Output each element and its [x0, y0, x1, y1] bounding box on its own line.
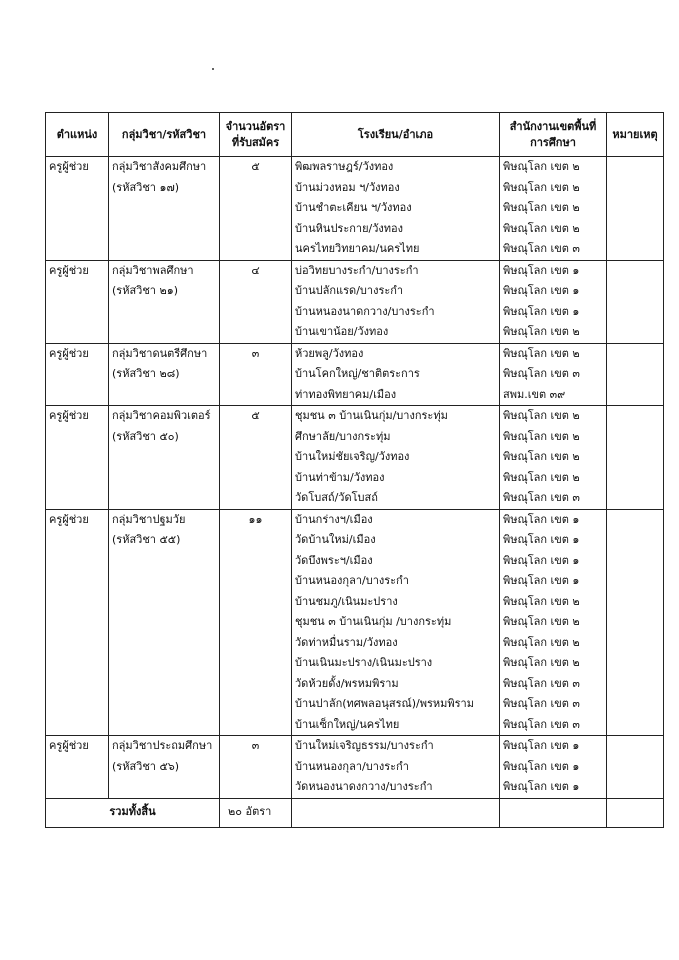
office-cell	[500, 343, 607, 406]
table-row	[46, 157, 664, 261]
remark-cell	[607, 260, 664, 343]
school-name: ศึกษาลัย/บางกระทุ่ม	[295, 429, 391, 443]
office-cell	[500, 260, 607, 343]
total-empty-cell	[500, 798, 607, 827]
office-name: พิษณุโลก เขต ๓	[503, 367, 580, 380]
school-name: บ้านม่วงหอม ฯ/วังทอง	[295, 180, 400, 194]
office-name: พิษณุโลก เขต ๒	[503, 470, 580, 484]
count-cell: ๕	[220, 157, 292, 261]
subject-code: (รหัสวิชา ๒๘)	[112, 367, 180, 380]
school-name: วัดบ้านใหม่/เมือง	[295, 533, 376, 546]
office-cell	[500, 406, 607, 510]
school-name: ชุมชน ๓ บ้านเนินกุ่ม/บางกระทุ่ม	[295, 409, 448, 422]
school-name: บ้านปาลัก(ทศพลอนุสรณ์)/พรหมพิราม	[295, 697, 474, 710]
subject-name: กลุ่มวิชาปฐมวัย	[112, 512, 186, 526]
subject-code: (รหัสวิชา ๕๖)	[112, 759, 180, 773]
school-name: นครไทยวิทยาคม/นครไทย	[295, 242, 420, 255]
office-name: พิษณุโลก เขต ๑	[503, 284, 580, 297]
remark-cell	[607, 406, 664, 510]
school-name: บ้านหินประกาย/วังทอง	[295, 221, 404, 235]
subject-code: (รหัสวิชา ๒๑)	[112, 284, 179, 297]
office-name: พิษณุโลก เขต ๒	[503, 450, 580, 463]
school-name: บ้านใหม่เจริญธรรม/บางระกำ	[295, 739, 434, 752]
office-name: พิษณุโลก เขต ๓	[503, 717, 580, 731]
school-cell	[292, 260, 500, 343]
position-cell: ครูผู้ช่วย	[46, 509, 109, 736]
subject-cell	[109, 406, 220, 510]
office-name: พิษณุโลก เขต ๑	[503, 512, 580, 526]
school-name: บ้านกร่างฯ/เมือง	[295, 512, 373, 526]
remark-cell	[607, 343, 664, 406]
office-name: พิษณุโลก เขต ๒	[503, 409, 580, 422]
table-body	[46, 157, 664, 799]
office-name: พิษณุโลก เขต ๑	[503, 533, 580, 546]
office-name: พิษณุโลก เขต ๑	[503, 574, 580, 587]
header-subject: กลุ่มวิชา/รหัสวิชา	[109, 113, 220, 157]
office-name: พิษณุโลก เขต ๒	[503, 221, 580, 235]
table-row	[46, 509, 664, 736]
office-cell	[500, 736, 607, 799]
subject-cell	[109, 509, 220, 736]
office-name: พิษณุโลก เขต ๒	[503, 346, 580, 360]
school-name: วัดหนองนาดงกวาง/บางระกำ	[295, 780, 433, 793]
office-name: พิษณุโลก เขต ๒	[503, 615, 580, 628]
school-name: พิฒพลราษฎร์/วังทอง	[295, 160, 394, 173]
office-cell	[500, 509, 607, 736]
subject-code: (รหัสวิชา ๑๗)	[112, 180, 180, 194]
school-name: บ่อวิทยบางระกำ/บางระกำ	[295, 263, 419, 277]
subject-name: กลุ่มวิชาดนตรีศึกษา	[112, 346, 208, 360]
school-cell	[292, 509, 500, 736]
table-row	[46, 736, 664, 799]
position-cell: ครูผู้ช่วย	[46, 157, 109, 261]
school-name: บ้านหนองกุลา/บางระกำ	[295, 574, 409, 587]
subject-cell	[109, 157, 220, 261]
office-name: พิษณุโลก เขต ๓	[503, 242, 580, 255]
school-name: บ้านเนินมะปราง/เนินมะปราง	[295, 656, 433, 669]
position-cell: ครูผู้ช่วย	[46, 406, 109, 510]
count-cell: ๔	[220, 260, 292, 343]
school-cell	[292, 406, 500, 510]
office-name: พิษณุโลก เขต ๑	[503, 780, 580, 793]
office-name: พิษณุโลก เขต ๓	[503, 491, 580, 504]
total-row	[46, 798, 664, 827]
school-name: ชุมชน ๓ บ้านเนินกุ่ม /บางกระทุ่ม	[295, 615, 452, 628]
office-name: พิษณุโลก เขต ๑	[503, 759, 580, 773]
office-name: พิษณุโลก เขต ๑	[503, 263, 580, 277]
office-name: พิษณุโลก เขต ๒	[503, 656, 580, 669]
school-name: วัดบึงพระฯ/เมือง	[295, 553, 373, 567]
office-name: พิษณุโลก เขต ๓	[503, 676, 580, 690]
office-name: พิษณุโลก เขต ๓	[503, 697, 580, 710]
office-name: สพม.เขต ๓๙	[503, 387, 566, 401]
header-count: จำนวนอัตรา ที่รับสมัคร	[220, 113, 292, 157]
school-name: ห้วยพลู/วังทอง	[295, 346, 364, 360]
position-cell: ครูผู้ช่วย	[46, 343, 109, 406]
position-cell: ครูผู้ช่วย	[46, 736, 109, 799]
school-name: ท่าทองพิทยาคม/เมือง	[295, 387, 397, 401]
table-row	[46, 343, 664, 406]
total-empty-cell	[607, 798, 664, 827]
vacancy-table	[45, 112, 664, 828]
school-name: บ้านชมภู/เนินมะปราง	[295, 594, 398, 608]
scan-speck	[212, 68, 214, 70]
office-cell	[500, 157, 607, 261]
subject-cell	[109, 343, 220, 406]
table-header-row	[46, 113, 664, 157]
remark-cell	[607, 157, 664, 261]
school-name: วัดท่าหมื่นราม/วังทอง	[295, 635, 398, 649]
total-label: รวมทั้งสิ้น	[46, 798, 220, 827]
remark-cell	[607, 736, 664, 799]
office-name: พิษณุโลก เขต ๑	[503, 304, 580, 318]
school-name: บ้านหนองกุลา/บางระกำ	[295, 759, 409, 773]
subject-name: กลุ่มวิชาพลศึกษา	[112, 263, 194, 277]
total-value: ๒๐ อัตรา	[220, 798, 292, 827]
header-position: ตำแหน่ง	[46, 113, 109, 157]
table-row	[46, 260, 664, 343]
school-name: วัดโบสถ์/วัดโบสถ์	[295, 491, 378, 504]
subject-code: (รหัสวิชา ๕๐)	[112, 429, 179, 443]
header-remark: หมายเหตุ	[607, 113, 664, 157]
count-cell: ๑๑	[220, 509, 292, 736]
count-cell: ๕	[220, 406, 292, 510]
office-name: พิษณุโลก เขต ๒	[503, 160, 580, 173]
subject-cell	[109, 736, 220, 799]
office-name: พิษณุโลก เขต ๑	[503, 553, 580, 567]
position-cell: ครูผู้ช่วย	[46, 260, 109, 343]
header-office: สำนักงานเขตพื้นที่ การศึกษา	[500, 113, 607, 157]
subject-name: กลุ่มวิชาสังคมศึกษา	[112, 160, 207, 173]
office-name: พิษณุโลก เขต ๒	[503, 201, 580, 214]
school-name: วัดห้วยดั้ง/พรหมพิราม	[295, 676, 399, 690]
header-school: โรงเรียน/อำเภอ	[292, 113, 500, 157]
school-cell	[292, 343, 500, 406]
school-name: บ้านเซ็กใหญ่/นครไทย	[295, 717, 400, 731]
office-name: พิษณุโลก เขต ๒	[503, 325, 580, 338]
table-row	[46, 406, 664, 510]
subject-name: กลุ่มวิชาประถมศึกษา	[112, 739, 213, 752]
office-name: พิษณุโลก เขต ๒	[503, 635, 580, 649]
office-name: พิษณุโลก เขต ๑	[503, 739, 580, 752]
count-cell: ๓	[220, 343, 292, 406]
office-name: พิษณุโลก เขต ๒	[503, 429, 580, 443]
school-name: บ้านใหม่ชัยเจริญ/วังทอง	[295, 450, 410, 463]
total-empty-cell	[292, 798, 500, 827]
remark-cell	[607, 509, 664, 736]
count-cell: ๓	[220, 736, 292, 799]
office-name: พิษณุโลก เขต ๒	[503, 594, 580, 608]
school-name: บ้านชำตะเคียน ฯ/วังทอง	[295, 201, 412, 214]
subject-code: (รหัสวิชา ๕๕)	[112, 533, 181, 546]
school-name: บ้านท่าข้าม/วังทอง	[295, 470, 385, 484]
school-cell	[292, 736, 500, 799]
subject-cell	[109, 260, 220, 343]
school-name: บ้านปลักแรด/บางระกำ	[295, 284, 404, 297]
school-name: บ้านโคกใหญ่/ชาติตระการ	[295, 367, 420, 380]
school-cell	[292, 157, 500, 261]
school-name: บ้านเขาน้อย/วังทอง	[295, 325, 389, 338]
school-name: บ้านหนองนาดกวาง/บางระกำ	[295, 304, 435, 318]
subject-name: กลุ่มวิชาคอมพิวเตอร์	[112, 409, 211, 422]
office-name: พิษณุโลก เขต ๒	[503, 180, 580, 194]
